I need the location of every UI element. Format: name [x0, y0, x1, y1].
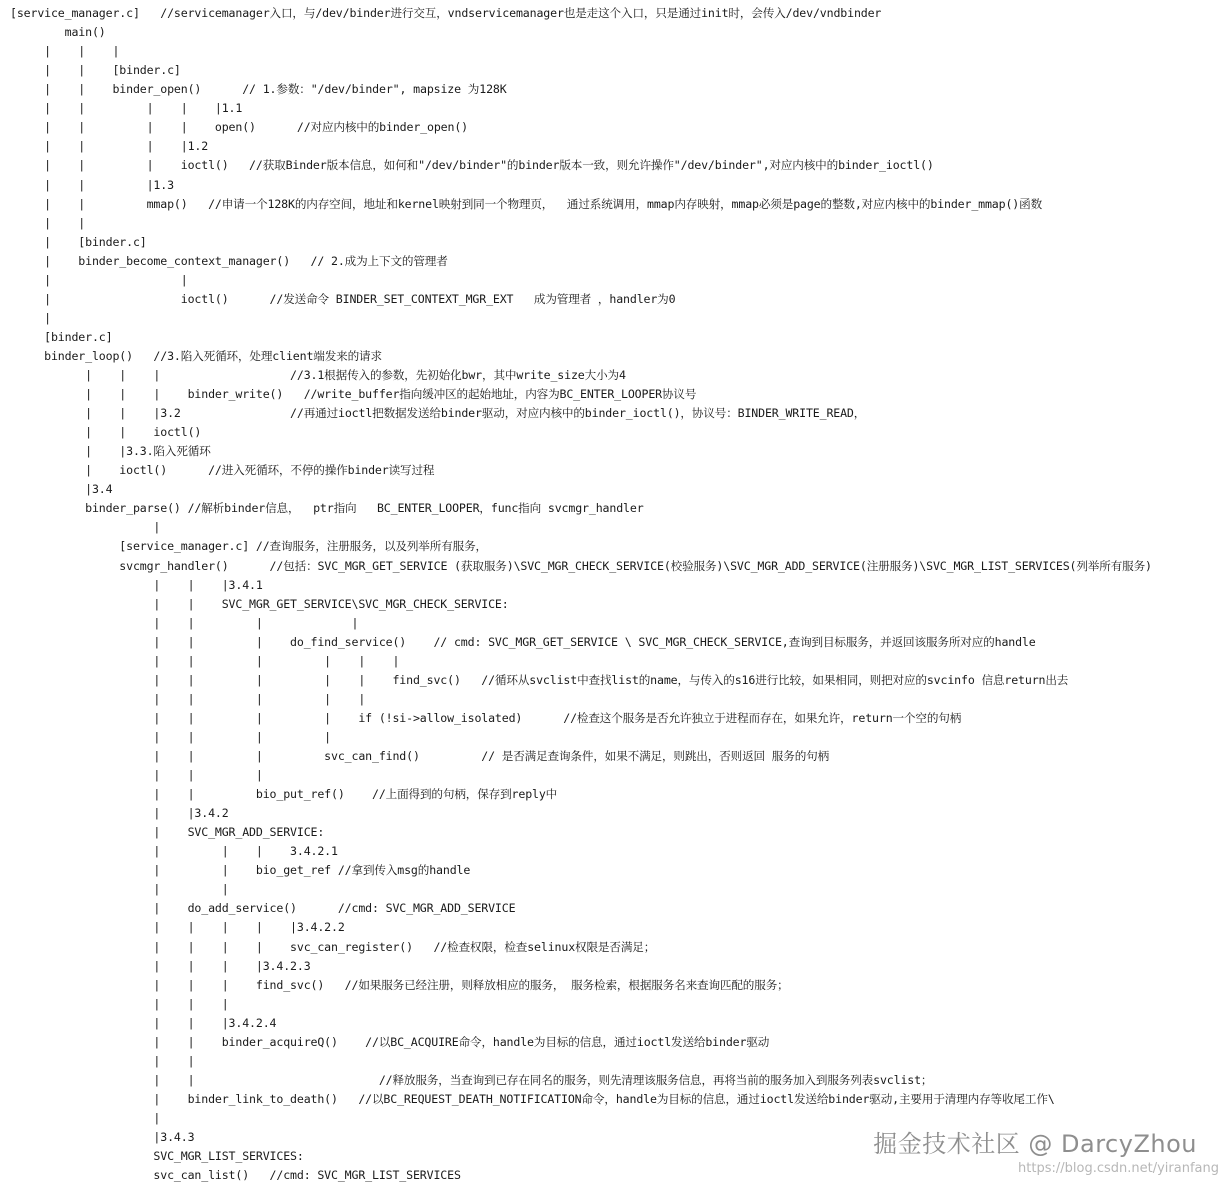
code-line: | | — [10, 215, 86, 230]
code-line: | | SVC_MGR_GET_SERVICE\SVC_MGR_CHECK_SERVICE: — [10, 596, 509, 611]
code-line: | | [binder.c] — [10, 63, 181, 78]
code-line: main() — [10, 25, 106, 40]
code-line: | — [10, 520, 161, 535]
code-line: | | | | |1.1 — [10, 101, 243, 116]
code-line: | ioctl() //进入死循环，不停的操作binder读写过程 — [10, 463, 435, 478]
code-line: | | | | | | — [10, 653, 400, 668]
code-line: | binder_link_to_death() //以BC_REQUEST_DEATH_NOTIFICATION命令，handle为目标的信息，通过ioctl发送给binder驱动,主要用于清理内存等收尾工作\ — [10, 1091, 1055, 1106]
code-line: | | |1.3 — [10, 177, 174, 192]
code-line: | | |3.4.2.4 — [10, 1015, 277, 1030]
code-line: [service_manager.c] //servicemanager入口，与/dev/binder进行交互，vndservicemanager也是走这个入口，只是通过init时，会传入/dev/vndbinder — [10, 6, 882, 20]
code-line: | | bio_put_ref() //上面得到的句柄，保存到reply中 — [10, 787, 558, 802]
code-line: | — [10, 310, 51, 325]
code-line: | | binder_acquireQ() //以BC_ACQUIRE命令，handle为目标的信息，通过ioctl发送给binder驱动 — [10, 1034, 770, 1049]
code-line: | do_add_service() //cmd: SVC_MGR_ADD_SERVICE — [10, 901, 516, 916]
code-line: | | binder_open() // 1.参数："/dev/binder", mapsize 为128K — [10, 82, 507, 97]
code-line: | | | — [10, 768, 263, 782]
code-line: | SVC_MGR_ADD_SERVICE: — [10, 825, 325, 840]
code-line: binder_loop() //3.陷入死循环，处理client端发来的请求 — [10, 348, 382, 363]
code-line: | — [10, 1110, 161, 1125]
code-line: | | | binder_write() //write_buffer指向缓冲区的起始地址，内容为BC_ENTER_LOOPER协议号 — [10, 387, 697, 401]
code-line: svcmgr_handler() //包括：SVC_MGR_GET_SERVICE (获取服务)\SVC_MGR_CHECK_SERVICE(校验服务)\SVC_MGR_ADD_SERVICE(注册服务)\SVC_MGR_LIST_SERVICES(列举所有服务) — [10, 558, 1152, 573]
code-line: | | | do_find_service() // cmd: SVC_MGR_GET_SERVICE \ SVC_MGR_CHECK_SERVICE,查询到目标服务，并返回该服务所对应的handle — [10, 634, 1036, 649]
code-line: | | | ioctl() //获取Binder版本信息，如何和"/dev/binder"的binder版本一致，则允许操作"/dev/binder",对应内核中的binder_ioctl() — [10, 158, 934, 173]
code-line: | | | — [10, 44, 120, 59]
code-line: [service_manager.c] //查询服务，注册服务，以及列举所有服务， — [10, 539, 487, 554]
code-line: | | |3.2 //再通过ioctl把数据发送给binder驱动，对应内核中的binder_ioctl()，协议号：BINDER_WRITE_READ， — [10, 406, 866, 421]
code-line: | | | — [10, 996, 229, 1011]
code-line: | | | //3.1根据传入的参数，先初始化bwr，其中write_size大小为4 — [10, 367, 626, 382]
code-line: | | — [10, 882, 229, 897]
code-line: svc_can_list() //cmd: SVC_MGR_LIST_SERVICES — [10, 1168, 461, 1182]
code-line: | | |3.4.1 — [10, 577, 263, 592]
code-line: | |3.3.陷入死循环 — [10, 444, 211, 459]
code-line: | | | | if (!si->allow_isolated) //检查这个服务是否允许独立于进程而存在，如果允许，return一个空的句柄 — [10, 710, 962, 725]
code-line: | | | | svc_can_register() //检查权限，检查selinux权限是否满足； — [10, 939, 656, 954]
code-line: | |3.4.2 — [10, 806, 229, 821]
code-line: | | | | open() //对应内核中的binder_open() — [10, 120, 468, 135]
watermark-author: 掘金技术社区 @ DarcyZhou — [873, 1130, 1197, 1158]
code-line: | | mmap() //申请一个128K的内存空间，地址和kernel映射到同一个物理页， 通过系统调用，mmap内存映射，mmap必须是page的整数,对应内核中的binder_mmap()函数 — [10, 196, 1043, 211]
code-line: | | | | |3.4.2.2 — [10, 920, 345, 935]
code-line: SVC_MGR_LIST_SERVICES: — [10, 1149, 304, 1163]
code-line: | | //释放服务，当查询到已存在同名的服务，则先清理该服务信息，再将当前的服务加入到服务列表svclist； — [10, 1072, 933, 1087]
code-line: | | | svc_can_find() // 是否满足查询条件，如果不满足，则跳出，否则返回 服务的句柄 — [10, 749, 830, 763]
code-line: | binder_become_context_manager() // 2.成为上下文的管理者 — [10, 253, 448, 268]
code-line: | | | | | — [10, 691, 366, 706]
code-line: | | | find_svc() //如果服务已经注册，则释放相应的服务， 服务检索，根据服务名来查询匹配的服务； — [10, 977, 789, 992]
code-line: | | | | — [10, 615, 359, 630]
code-line: | | — [10, 1053, 195, 1068]
code-line: |3.4 — [10, 482, 113, 497]
code-line: | | ioctl() — [10, 425, 202, 440]
code-line: | | | | | find_svc() //循环从svclist中查找list的name，与传入的s16进行比较，如果相同，则把对应的svcinfo 信息return出去 — [10, 672, 1069, 687]
code-line: | | bio_get_ref //拿到传入msg的handle — [10, 863, 471, 878]
code-line: |3.4.3 — [10, 1130, 195, 1144]
code-line: | | — [10, 272, 188, 287]
code-line: | ioctl() //发送命令 BINDER_SET_CONTEXT_MGR_EXT 成为管理者 ，handler为0 — [10, 291, 676, 306]
code-line: [binder.c] — [10, 329, 113, 344]
code-line: | | | |1.2 — [10, 139, 209, 154]
code-line: | | | |3.4.2.3 — [10, 958, 311, 973]
code-line: | | | | — [10, 729, 332, 744]
watermark-url: https://blog.csdn.net/yiranfang — [1018, 1161, 1219, 1176]
code-line: binder_parse() //解析binder信息， ptr指向 BC_ENTER_LOOPER，func指向 svcmgr_handler — [10, 501, 644, 516]
code-line: | [binder.c] — [10, 234, 147, 249]
code-line: | | | 3.4.2.1 — [10, 844, 338, 859]
